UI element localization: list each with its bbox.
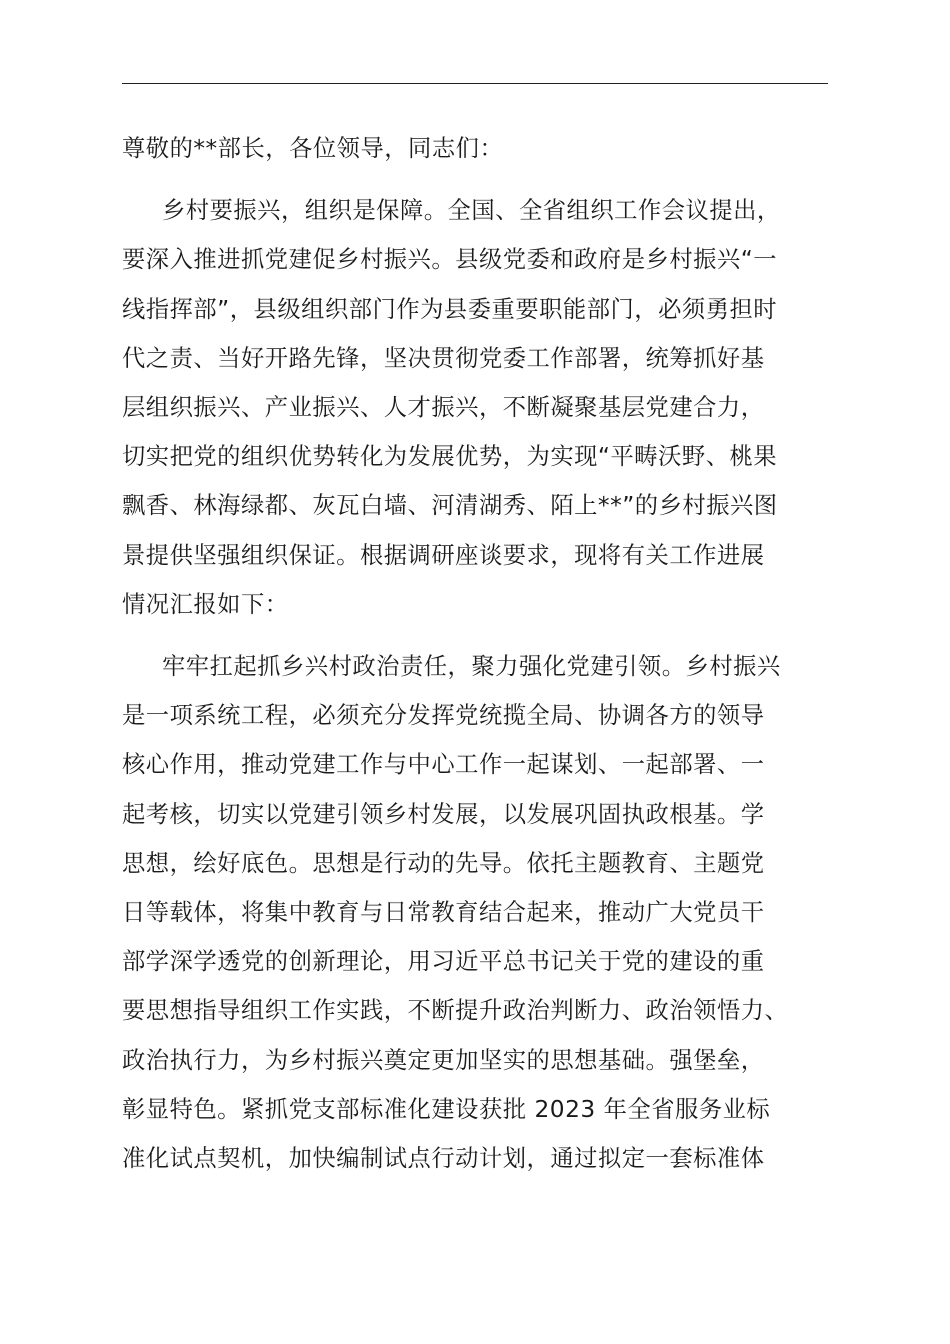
text-line: 部学深学透党的创新理论，用习近平总书记关于党的建设的重 (122, 948, 765, 976)
text-line: 准化试点契机，加快编制试点行动计划，通过拟定一套标准体 (122, 1145, 765, 1173)
text-line: 要深入推进抓党建促乡村振兴。县级党委和政府是乡村振兴“一 (122, 246, 778, 274)
text-line: 起考核，切实以党建引领乡村发展，以发展巩固执政根基。学 (122, 800, 765, 828)
text-line: 要思想指导组织工作实践，不断提升政治判断力、政治领悟力、 (122, 997, 789, 1025)
text-line: 情况汇报如下： (122, 590, 289, 618)
text-line: 是一项系统工程，必须充分发挥党统揽全局、协调各方的领导 (122, 702, 765, 730)
text-line: 代之责、当好开路先锋，坚决贯彻党委工作部署，统筹抓好基 (122, 344, 765, 372)
text-line: 飘香、林海绿都、灰瓦白墙、河清湖秀、陌上**”的乡村振兴图 (122, 492, 778, 520)
text-line: 政治执行力，为乡村振兴奠定更加坚实的思想基础。强堡垒， (122, 1046, 765, 1074)
text-line: 景提供坚强组织保证。根据调研座谈要求，现将有关工作进展 (122, 541, 765, 569)
text-line: 思想，绘好底色。思想是行动的先导。依托主题教育、主题党 (122, 849, 765, 877)
paragraph-intro (122, 186, 832, 629)
salutation: 尊敬的**部长，各位领导，同志们： (122, 135, 504, 162)
text-line: 牢牢扛起抓乡兴村政治责任，聚力强化党建引领。乡村振兴 (162, 653, 781, 681)
text-line: 线指挥部”，县级组织部门作为县委重要职能部门，必须勇担时 (122, 295, 778, 323)
text-line: 乡村要振兴，组织是保障。全国、全省组织工作会议提出， (162, 197, 781, 225)
document-body (122, 124, 832, 1196)
text-line: 切实把党的组织优势转化为发展优势，为实现“平畴沃野、桃果 (122, 443, 778, 471)
text-line: 核心作用，推动党建工作与中心工作一起谋划、一起部署、一 (122, 751, 765, 779)
text-line: 层组织振兴、产业振兴、人才振兴，不断凝聚基层党建合力， (122, 394, 765, 422)
text-line: 日等载体，将集中教育与日常教育结合起来，推动广大党员干 (122, 899, 765, 927)
paragraph-party-building (122, 642, 832, 1183)
header-rule (122, 83, 828, 84)
text-line: 彰显特色。紧抓党支部标准化建设获批 2023 年全省服务业标 (122, 1095, 771, 1123)
